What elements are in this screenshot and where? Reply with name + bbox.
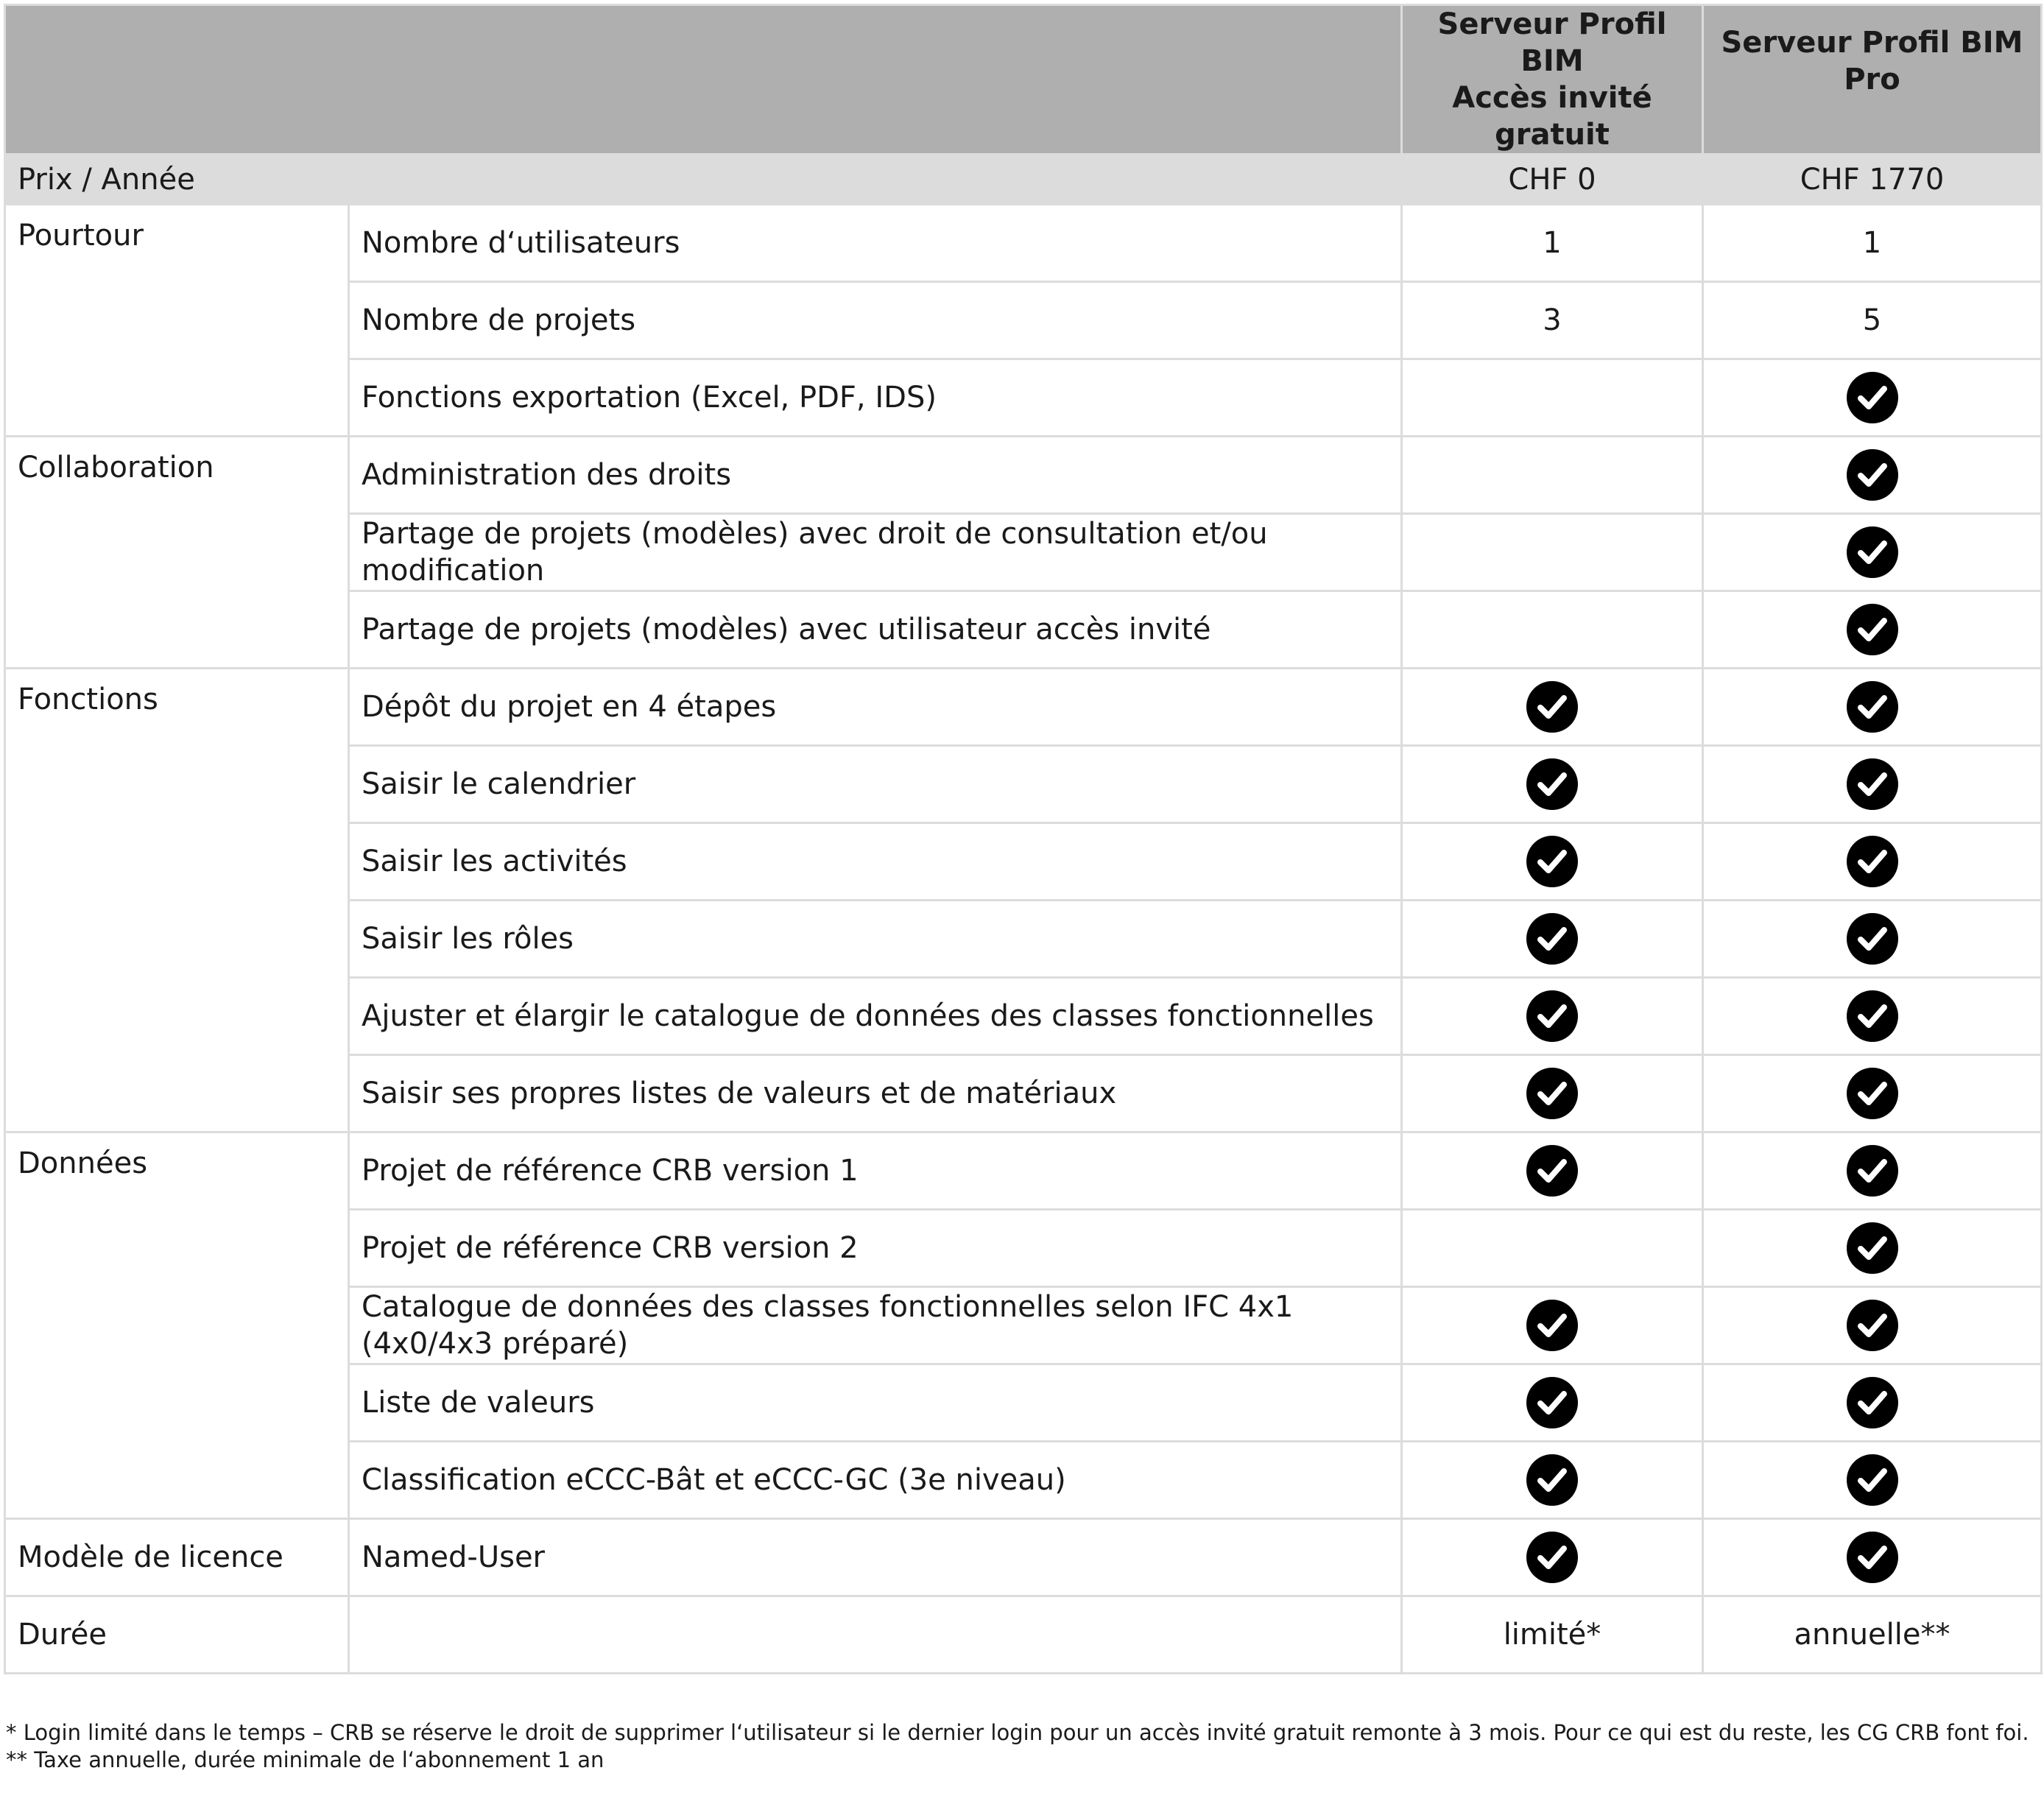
feature-label: Administration des droits: [349, 437, 1402, 514]
free-value: 3: [1402, 282, 1703, 359]
free-check-cell: [1402, 1132, 1703, 1210]
feature-label: Saisir les activités: [349, 823, 1402, 901]
table-row: [5, 205, 2042, 282]
pro-check-cell: [1703, 359, 2042, 437]
pro-check-cell: [1703, 823, 2042, 901]
checkmark-icon: [1526, 1299, 1579, 1352]
category-licence: Modèle de licence: [5, 1519, 349, 1596]
feature-label: Nombre de projets: [349, 282, 1402, 359]
table-row: [5, 1132, 2042, 1210]
free-check-cell: [1402, 1364, 1703, 1442]
checkmark-icon: [1846, 912, 1899, 965]
pro-value: 5: [1703, 282, 2042, 359]
pro-check-cell: [1703, 1132, 2042, 1210]
price-label: Prix / Année: [5, 155, 1402, 205]
pro-check-cell: [1703, 978, 2042, 1055]
checkmark-icon: [1846, 371, 1899, 424]
comparison-table: [4, 4, 2043, 1674]
checkmark-icon: [1526, 990, 1579, 1043]
checkmark-icon: [1846, 526, 1899, 579]
checkmark-icon: [1526, 1531, 1579, 1584]
table-row: [5, 1519, 2042, 1596]
checkmark-icon: [1846, 835, 1899, 888]
free-check-cell: [1402, 514, 1703, 591]
table-row: [5, 669, 2042, 746]
pro-value: 1: [1703, 205, 2042, 282]
free-check-cell: [1402, 1519, 1703, 1596]
free-check-cell: [1402, 1442, 1703, 1519]
checkmark-icon: [1846, 1144, 1899, 1197]
feature-label: Liste de valeurs: [349, 1364, 1402, 1442]
free-check-cell: [1402, 1287, 1703, 1364]
feature-label: [349, 1287, 1402, 1364]
header-free-plan: [1402, 5, 1703, 155]
feature-label: Fonctions exportation (Excel, PDF, IDS): [349, 359, 1402, 437]
checkmark-icon: [1846, 448, 1899, 501]
feature-label: Dépôt du projet en 4 étapes: [349, 669, 1402, 746]
checkmark-icon: [1846, 680, 1899, 733]
checkmark-icon: [1526, 1067, 1579, 1120]
free-check-cell: [1402, 669, 1703, 746]
feature-label: Saisir les rôles: [349, 901, 1402, 978]
footnote-2: ** Taxe annuelle, durée minimale de l‘abonnement 1 an: [6, 1747, 605, 1772]
feature-label: Ajuster et élargir le catalogue de données des classes fonctionnelles: [349, 978, 1402, 1055]
header-free-line2: Accès invité: [1452, 81, 1652, 115]
pro-check-cell: [1703, 1519, 2042, 1596]
checkmark-icon: [1846, 1067, 1899, 1120]
feature-label: Named-User: [349, 1519, 1402, 1596]
checkmark-icon: [1526, 1376, 1579, 1429]
category-fonctions: Fonctions: [5, 669, 349, 1132]
feature-label: Partage de projets (modèles) avec droit de consultation et/ou modification: [349, 514, 1402, 591]
checkmark-icon: [1846, 1222, 1899, 1275]
free-check-cell: [1402, 1210, 1703, 1287]
pro-check-cell: [1703, 437, 2042, 514]
footnote-1: * Login limité dans le temps – CRB se réserve le droit de supprimer l‘utilisateur si le dernier login pour un accès invité gratuit remonte à 3 mois. Pour ce qui est du reste, les CG CRB font foi.: [6, 1720, 2029, 1745]
checkmark-icon: [1526, 680, 1579, 733]
feature-label: Partage de projets (modèles) avec utilisateur accès invité: [349, 591, 1402, 669]
free-check-cell: [1402, 823, 1703, 901]
pro-value: annuelle**: [1703, 1596, 2042, 1674]
price-row: [5, 155, 2042, 205]
checkmark-icon: [1846, 1531, 1899, 1584]
free-value: 1: [1402, 205, 1703, 282]
checkmark-icon: [1846, 1454, 1899, 1507]
checkmark-icon: [1526, 758, 1579, 811]
pro-check-cell: [1703, 1442, 2042, 1519]
checkmark-icon: [1846, 990, 1899, 1043]
header-free-line1: Serveur Profil BIM: [1437, 7, 1667, 78]
checkmark-icon: [1526, 835, 1579, 888]
feature-label: Nombre d‘utilisateurs: [349, 205, 1402, 282]
free-check-cell: [1402, 978, 1703, 1055]
pro-check-cell: [1703, 669, 2042, 746]
feature-label-line2: (4x0/4x3 préparé): [362, 1327, 629, 1361]
header-pro-line1: Serveur Profil BIM: [1721, 26, 2023, 60]
pro-check-cell: [1703, 1055, 2042, 1132]
feature-label: Projet de référence CRB version 1: [349, 1132, 1402, 1210]
free-check-cell: [1402, 591, 1703, 669]
header-pro-plan: [1703, 5, 2042, 155]
checkmark-icon: [1846, 603, 1899, 656]
table-row: [5, 437, 2042, 514]
checkmark-icon: [1526, 1454, 1579, 1507]
price-free: CHF 0: [1402, 155, 1703, 205]
feature-label-line1: Catalogue de données des classes fonctionnelles selon IFC 4x1: [362, 1290, 1294, 1324]
pro-check-cell: [1703, 1287, 2042, 1364]
checkmark-icon: [1846, 1376, 1899, 1429]
category-collaboration: Collaboration: [5, 437, 349, 669]
feature-label: Projet de référence CRB version 2: [349, 1210, 1402, 1287]
free-value: limité*: [1402, 1596, 1703, 1674]
free-check-cell: [1402, 359, 1703, 437]
feature-label: [349, 1596, 1402, 1674]
free-check-cell: [1402, 901, 1703, 978]
price-pro: CHF 1770: [1703, 155, 2042, 205]
checkmark-icon: [1846, 758, 1899, 811]
pro-check-cell: [1703, 901, 2042, 978]
feature-label: Saisir le calendrier: [349, 746, 1402, 823]
pro-check-cell: [1703, 514, 2042, 591]
header-pro-line2: Pro: [1844, 63, 1900, 96]
header-row: [5, 5, 2042, 155]
pro-check-cell: [1703, 591, 2042, 669]
table-row: [5, 1596, 2042, 1674]
header-blank: [5, 5, 1402, 155]
feature-label: Saisir ses propres listes de valeurs et de matériaux: [349, 1055, 1402, 1132]
checkmark-icon: [1526, 1144, 1579, 1197]
feature-label: Classification eCCC-Bât et eCCC-GC (3e niveau): [349, 1442, 1402, 1519]
free-check-cell: [1402, 437, 1703, 514]
category-duree: Durée: [5, 1596, 349, 1674]
category-pourtour: Pourtour: [5, 205, 349, 437]
pro-check-cell: [1703, 746, 2042, 823]
checkmark-icon: [1526, 912, 1579, 965]
category-donnees: Données: [5, 1132, 349, 1519]
free-check-cell: [1402, 746, 1703, 823]
checkmark-icon: [1846, 1299, 1899, 1352]
free-check-cell: [1402, 1055, 1703, 1132]
header-free-line3: gratuit: [1495, 118, 1610, 152]
pro-check-cell: [1703, 1364, 2042, 1442]
pro-check-cell: [1703, 1210, 2042, 1287]
